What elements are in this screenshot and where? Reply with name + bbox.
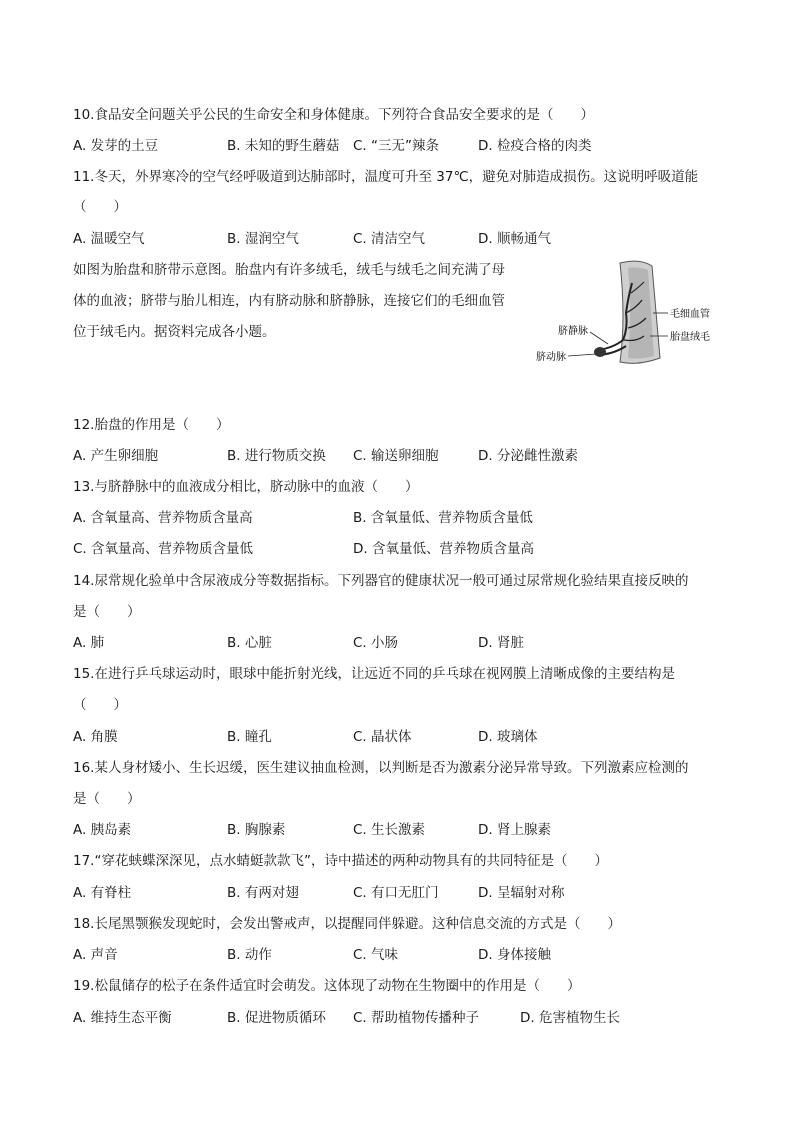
q19-option-d: D. 危害植物生长 [520,1010,620,1026]
q10-option-a: A. 发芽的土豆 [73,138,159,154]
q16-option-d: D. 肾上腺素 [478,822,551,838]
question-19-stem: 19.松鼠储存的松子在条件适宜时会萌发。这体现了动物在生物圈中的作用是（ ） [73,978,581,994]
q11-option-b: B. 湿润空气 [227,231,299,247]
q15-option-a: A. 角膜 [73,729,118,745]
q12-option-a: A. 产生卵细胞 [73,448,159,464]
q14-option-c: C. 小肠 [353,635,399,651]
passage-line1: 如图为胎盘和脐带示意图。胎盘内有许多绒毛，绒毛与绒毛之间充满了母 [73,262,505,278]
question-15-stem-line2: （ ） [73,697,127,713]
q16-option-a: A. 胰岛素 [73,822,132,838]
q12-option-b: B. 进行物质交换 [227,448,326,464]
q18-option-c: C. 气味 [353,947,399,963]
label-capillary: 毛细血管 [670,309,710,320]
q17-option-a: A. 有脊柱 [73,885,132,901]
question-16-stem-line1: 16.某人身材矮小、生长迟缓，医生建议抽血检测，以判断是否为激素分泌异常导致。下列激素应检测的 [73,760,689,776]
question-11-stem-line1: 11.冬天，外界寒冷的空气经呼吸道到达肺部时，温度可升至 37℃，避免对肺造成损伤。这说明呼吸道能 [73,169,699,185]
q12-option-c: C. 输送卵细胞 [353,448,439,464]
q17-option-b: B. 有两对翅 [227,885,299,901]
q10-option-d: D. 检疫合格的肉类 [478,138,592,154]
q11-option-d: D. 顺畅通气 [478,231,551,247]
question-10-stem: 10.食品安全问题关乎公民的生命安全和身体健康。下列符合食品安全要求的是（ ） [73,107,594,123]
q16-option-c: C. 生长激素 [353,822,426,838]
q15-option-c: C. 晶状体 [353,729,412,745]
question-16-stem-line2: 是（ ） [73,791,141,807]
q11-option-c: C. 清洁空气 [353,231,426,247]
q14-option-d: D. 肾脏 [478,635,524,651]
q13-option-b: B. 含氧量低、营养物质含量低 [353,510,533,526]
q15-option-d: D. 玻璃体 [478,729,538,745]
question-17-stem: 17.“穿花蛱蝶深深见，点水蜻蜓款款飞”，诗中描述的两种动物具有的共同特征是（ ） [73,853,608,869]
q10-option-c: C. “三无”辣条 [353,138,439,154]
q14-option-b: B. 心脏 [227,635,272,651]
q16-option-b: B. 胸腺素 [227,822,286,838]
q19-option-b: B. 促进物质循环 [227,1010,326,1026]
q11-option-a: A. 温暖空气 [73,231,145,247]
q17-option-d: D. 呈辐射对称 [478,885,565,901]
q15-option-b: B. 瞳孔 [227,729,272,745]
question-13-stem: 13.与脐静脉中的血液成分相比，脐动脉中的血液（ ） [73,479,419,495]
q13-option-d: D. 含氧量低、营养物质含量高 [353,541,534,557]
q13-option-c: C. 含氧量高、营养物质含量低 [73,541,254,557]
question-18-stem: 18.长尾黑颚猴发现蛇时，会发出警戒声，以提醒同伴躲避。这种信息交流的方式是（ ） [73,916,621,932]
question-14-stem-line1: 14.尿常规化验单中含尿液成分等数据指标。下列器官的健康状况一般可通过尿常规化验结果直接反映的 [73,573,689,589]
label-umbilical-artery: 脐动脉 [536,352,566,363]
q18-option-b: B. 动作 [227,947,272,963]
passage-line3: 位于绒毛内。据资料完成各小题。 [73,324,276,340]
placenta-diagram-svg [528,258,728,368]
q18-option-d: D. 身体接触 [478,947,551,963]
label-umbilical-vein: 脐静脉 [558,326,588,337]
q19-option-c: C. 帮助植物传播种子 [353,1010,480,1026]
q18-option-a: A. 声音 [73,947,118,963]
question-12-stem: 12.胎盘的作用是（ ） [73,417,230,433]
q13-option-a: A. 含氧量高、营养物质含量高 [73,510,253,526]
q12-option-d: D. 分泌雌性激素 [478,448,578,464]
q10-option-b: B. 未知的野生蘑菇 [227,138,340,154]
question-14-stem-line2: 是（ ） [73,604,141,620]
q14-option-a: A. 肺 [73,635,105,651]
q17-option-c: C. 有口无肛门 [353,885,439,901]
label-placental-villi: 胎盘绒毛 [670,332,710,343]
passage-line2: 体的血液；脐带与胎儿相连，内有脐动脉和脐静脉，连接它们的毛细血管 [73,293,505,309]
q19-option-a: A. 维持生态平衡 [73,1010,172,1026]
placenta-umbilical-diagram [528,258,728,368]
question-15-stem-line1: 15.在进行乒乓球运动时，眼球中能折射光线，让远近不同的乒乓球在视网膜上清晰成像的主要结构是 [73,666,675,682]
question-11-stem-line2: （ ） [73,199,127,215]
